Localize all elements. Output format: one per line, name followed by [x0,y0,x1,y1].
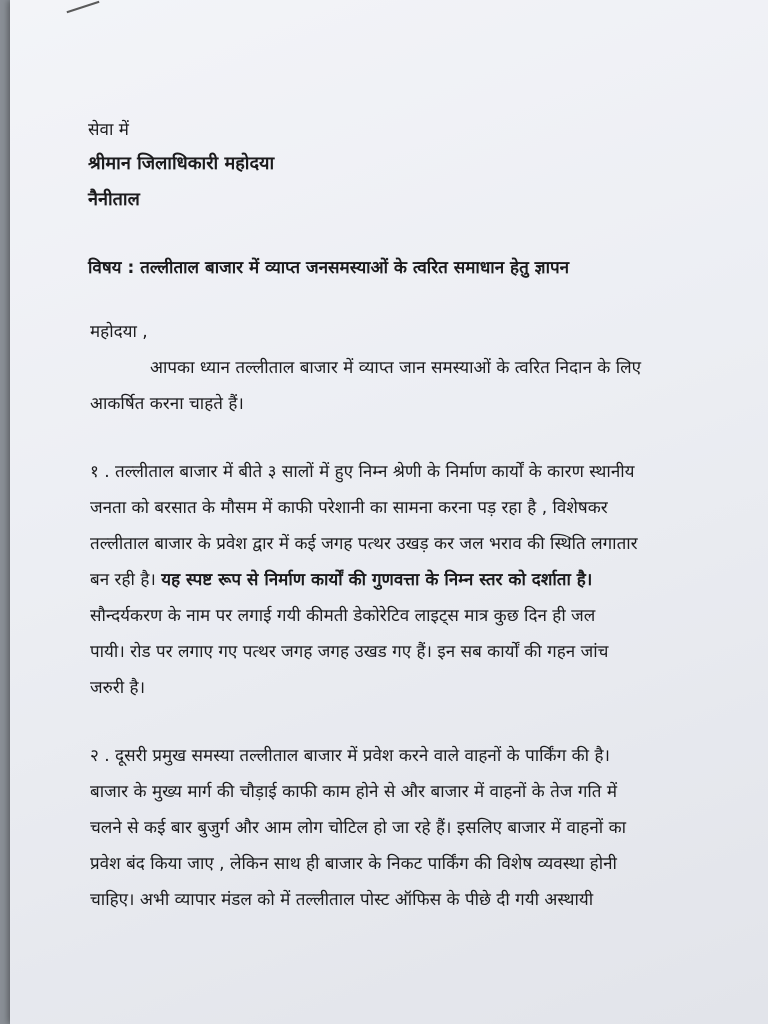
letter-page [10,0,768,1024]
point1-line-4-start: बन रही है। [90,570,162,590]
point1-line-2: जनता को बरसात के मौसम में काफी परेशानी का सामना करना पड़ रहा है , विशेषकर [90,498,608,518]
point2-line-3: चलने से कई बार बुजुर्ग और आम लोग चोटिल हो जा रहे हैं। इसलिए बाजार में वाहनों का [90,818,627,838]
recipient: श्रीमान जिलाधिकारी महोदया [88,153,275,174]
point2-line-1: २ . दूसरी प्रमुख समस्या तल्लीताल बाजार में प्रवेश करने वाले वाहनों के पार्किंग की है। [90,746,610,766]
point1-emphasis: यह स्पष्ट रूप से निर्माण कार्यों की गुणवत्ता के निम्न स्तर को दर्शाता है। [161,570,593,590]
point2-line-2: बाजार के मुख्य मार्ग की चौड़ाई काफी काम होने से और बाजार में वाहनों के तेज गति में [90,782,618,802]
pen-mark [67,1,100,13]
intro-line-1: आपका ध्यान तल्लीताल बाजार में व्याप्त जान समस्याओं के त्वरित निदान के लिए [150,358,642,378]
point1-line-6: पायी। रोड पर लगाए गए पत्थर जगह जगह उखड गए हैं। इन सब कार्यों की गहन जांच [90,642,609,662]
address-to: सेवा में [88,120,129,140]
point1-line-3: तल्लीताल बाजार के प्रवेश द्वार में कई जगह पत्थर उखड़ कर जल भराव की स्थिति लगातार [90,534,638,554]
subject: विषय : तल्लीताल बाजार में व्याप्त जनसमस्याओं के त्वरित समाधान हेतु ज्ञापन [88,258,570,278]
point1-line-7: जरुरी है। [90,678,146,698]
point2-line-5: चाहिए। अभी व्यापार मंडल को में तल्लीताल पोस्ट ऑफिस के पीछे दी गयी अस्थायी [90,890,594,910]
salutation: महोदया , [90,322,148,342]
intro-line-2: आकर्षित करना चाहते हैं। [90,394,244,414]
point1-line-1: १ . तल्लीताल बाजार में बीते ३ सालों में हुए निम्न श्रेणी के निर्माण कार्यों के कारण स्थानीय [90,462,635,482]
place: नैनीताल [88,189,140,210]
point1-line-4 [90,568,592,592]
point1-line-5: सौन्दर्यकरण के नाम पर लगाई गयी कीमती डेकोरेटिव लाइट्स मात्र कुछ दिन ही जल [90,606,596,626]
point2-line-4: प्रवेश बंद किया जाए , लेकिन साथ ही बाजार के निकट पार्किंग की विशेष व्यवस्था होनी [90,854,617,874]
